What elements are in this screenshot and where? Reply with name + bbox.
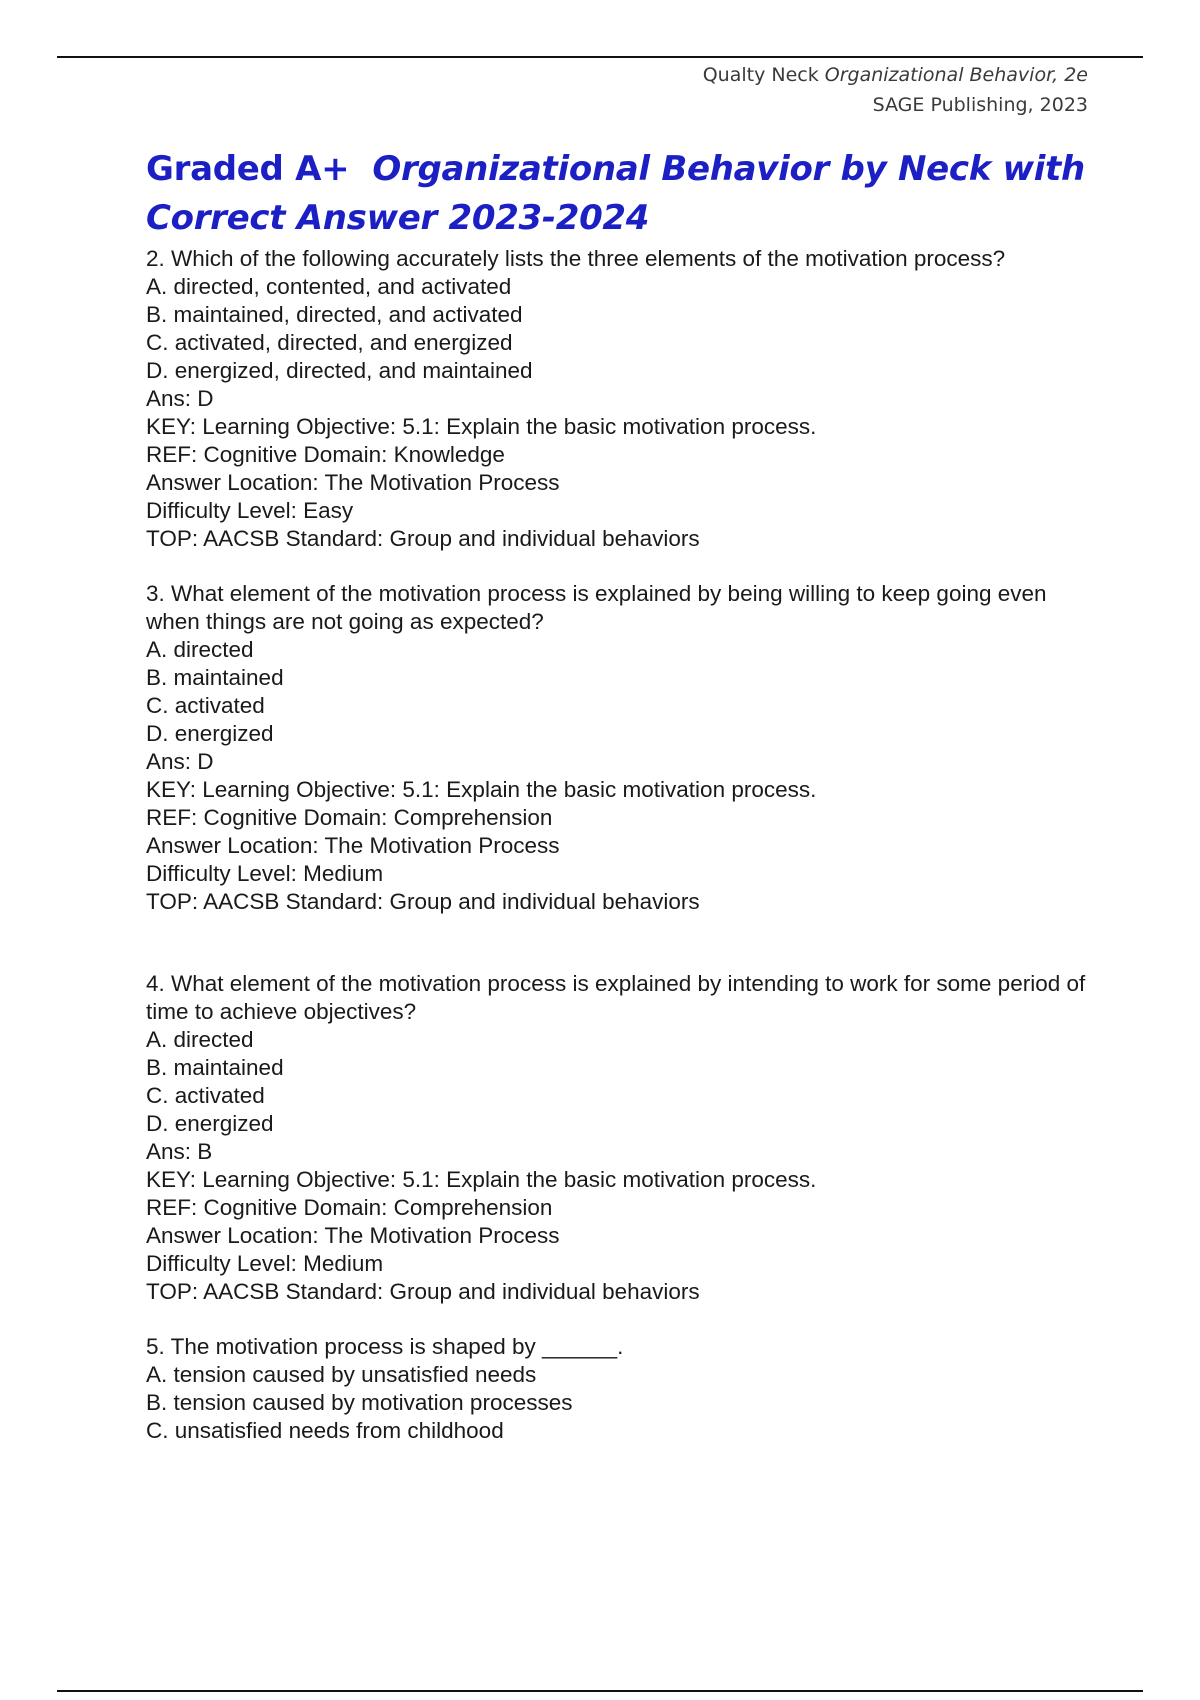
answer-option: C. unsatisfied needs from childhood xyxy=(146,1418,504,1443)
answer-option: A. directed xyxy=(146,637,254,662)
aacsb-standard: TOP: AACSB Standard: Group and individual behaviors xyxy=(146,1279,700,1304)
question-stem: 2. Which of the following accurately lists the three elements of the motivation process? xyxy=(146,246,1006,271)
document-title xyxy=(146,145,1106,243)
answer-option: C. activated, directed, and energized xyxy=(146,330,513,355)
question-stem: 5. The motivation process is shaped by ______. xyxy=(146,1334,624,1359)
running-header xyxy=(703,60,1088,120)
bottom-rule xyxy=(57,1690,1143,1692)
spacer xyxy=(146,916,1106,970)
correct-answer: Ans: D xyxy=(146,749,214,774)
answer-option: D. energized xyxy=(146,1111,274,1136)
difficulty-level: Difficulty Level: Easy xyxy=(146,498,354,523)
answer-option: D. energized xyxy=(146,721,274,746)
question-block xyxy=(146,1333,1106,1445)
title-subtitle: Correct Answer 2023-2024 xyxy=(146,198,650,238)
question-stem: 3. What element of the motivation process is explained by being willing to keep going even when things are not going as expected? xyxy=(146,581,1047,634)
answer-option: B. maintained xyxy=(146,665,284,690)
difficulty-level: Difficulty Level: Medium xyxy=(146,1251,384,1276)
aacsb-standard: TOP: AACSB Standard: Group and individual behaviors xyxy=(146,526,700,551)
spacer xyxy=(146,553,1106,580)
correct-answer: Ans: D xyxy=(146,386,214,411)
answer-option: B. tension caused by motivation processes xyxy=(146,1390,573,1415)
question-block xyxy=(146,580,1106,916)
answer-option: C. activated xyxy=(146,1083,265,1108)
question-stem: 4. What element of the motivation process is explained by intending to work for some period of time to achieve objectives? xyxy=(146,971,1086,1024)
answer-option: B. maintained, directed, and activated xyxy=(146,302,523,327)
answer-option: C. activated xyxy=(146,693,265,718)
question-block xyxy=(146,970,1106,1306)
cognitive-domain: REF: Cognitive Domain: Knowledge xyxy=(146,442,505,467)
answer-location: Answer Location: The Motivation Process xyxy=(146,470,560,495)
top-rule xyxy=(57,56,1143,58)
running-header-publisher: SAGE Publishing, 2023 xyxy=(872,94,1088,116)
learning-objective: KEY: Learning Objective: 5.1: Explain the basic motivation process. xyxy=(146,777,817,802)
answer-location: Answer Location: The Motivation Process xyxy=(146,833,560,858)
answer-option: B. maintained xyxy=(146,1055,284,1080)
correct-answer: Ans: B xyxy=(146,1139,213,1164)
aacsb-standard: TOP: AACSB Standard: Group and individual behaviors xyxy=(146,889,700,914)
learning-objective: KEY: Learning Objective: 5.1: Explain the basic motivation process. xyxy=(146,1167,817,1192)
answer-option: A. directed, contented, and activated xyxy=(146,274,512,299)
question-list xyxy=(146,245,1106,1445)
spacer xyxy=(146,1306,1106,1333)
question-block xyxy=(146,245,1106,553)
difficulty-level: Difficulty Level: Medium xyxy=(146,861,384,886)
title-grade: Graded A+ xyxy=(146,149,350,189)
running-header-book-title: Organizational Behavior, 2e xyxy=(824,64,1088,86)
learning-objective: KEY: Learning Objective: 5.1: Explain the basic motivation process. xyxy=(146,414,817,439)
answer-option: A. directed xyxy=(146,1027,254,1052)
answer-option: D. energized, directed, and maintained xyxy=(146,358,533,383)
running-header-author: Qualty Neck xyxy=(702,64,825,86)
running-header-line-1 xyxy=(703,60,1088,90)
cognitive-domain: REF: Cognitive Domain: Comprehension xyxy=(146,805,553,830)
answer-location: Answer Location: The Motivation Process xyxy=(146,1223,560,1248)
title-book: Organizational Behavior by Neck with xyxy=(372,149,1085,189)
answer-option: A. tension caused by unsatisfied needs xyxy=(146,1362,537,1387)
cognitive-domain: REF: Cognitive Domain: Comprehension xyxy=(146,1195,553,1220)
